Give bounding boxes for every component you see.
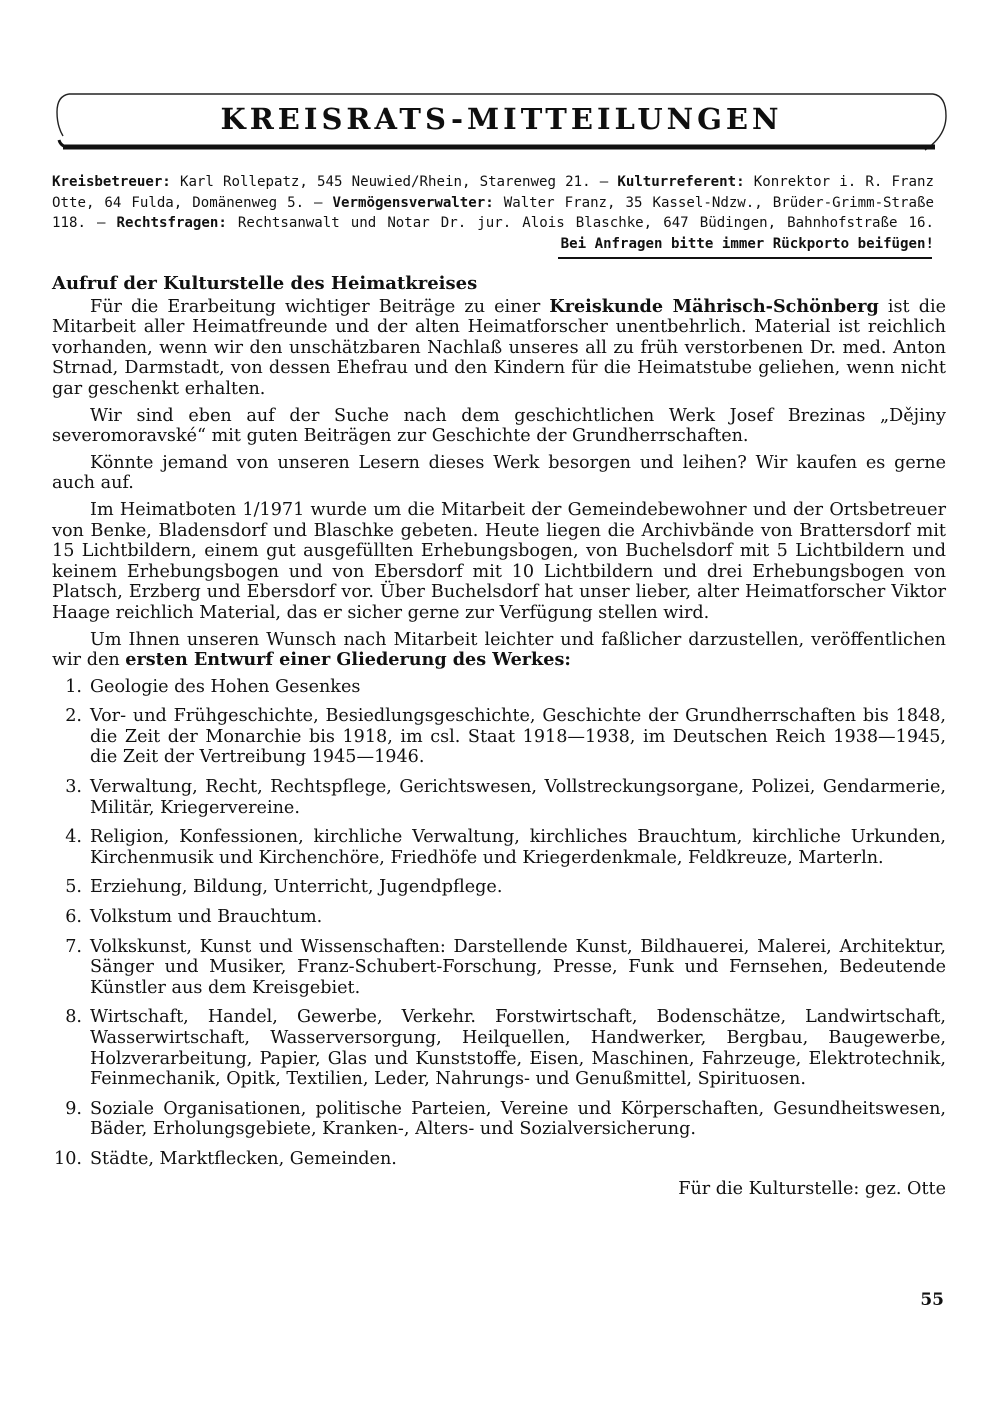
contact-block [52,172,934,254]
list-text: Wirtschaft, Handel, Gewerbe, Verkehr. Forstwirtschaft, Bodenschätze, Landwirtschaft, Wasserwirtschaft, Wasserversorgung, Heilquellen, Handwerker, Bergbau, Baugewerbe, Holzverarbeitung, Papier, Glas und Kunststoffe, Eisen, Maschinen, Fahrzeuge, Elektrotechnik, Feinmechanik, Opitk, Textilien, Leder, Nahrungs- und Genußmittel, Spirituosen. [90,1007,946,1090]
list-text: Erziehung, Bildung, Unterricht, Jugendpflege. [90,877,503,898]
emphasis-text: ersten Entwurf einer Gliederung des Werkes: [125,649,571,671]
list-number: 6. [65,907,82,928]
paragraph-1 [52,297,946,400]
label-kulturreferent: Kulturreferent: [617,174,745,190]
paragraph-2: Wir sind eben auf der Suche nach dem geschichtlichen Werk Josef Brezinas „Dějiny severomoravské“ mit guten Beiträgen zur Geschichte der Grundherrschaften. [52,405,946,447]
divider-rule [558,257,932,259]
list-item [52,777,946,818]
list-item [52,706,946,768]
contact-text: Walter Franz, 35 Kassel-Ndzw., Brüder-Grimm-Straße [503,194,934,211]
list-item [52,1099,946,1140]
list-number: 1. [65,676,82,697]
list-number: 3. [65,777,82,798]
contact-line-2 [52,193,934,214]
page-number: 55 [920,1290,944,1310]
label-kreisbetreuer: Kreisbetreuer: [52,174,171,190]
list-item [52,1007,946,1089]
article-heading: Aufruf der Kulturstelle des Heimatkreises [52,273,478,294]
label-vermoegensverwalter: Vermögensverwalter: [332,194,494,211]
paragraph-text: Um Ihnen unseren Wunsch nach Mitarbeit leichter und faßlicher darzustellen, veröffentlichen wir den [52,629,946,671]
contact-text: Otte, 64 Fulda, Domänenweg 5. – [52,194,323,211]
emphasis-text: Kreiskunde Mährisch-Schönberg [549,295,879,317]
list-number: 5. [65,877,82,898]
signature: Für die Kulturstelle: gez. Otte [678,1178,946,1199]
contact-text: Konrektor i. R. Franz [753,174,934,190]
list-text: Verwaltung, Recht, Rechtspflege, Gerichtswesen, Vollstreckungsorgane, Polizei, Gendarmerie, Militär, Kriegervereine. [90,777,946,818]
contact-line-1 [52,172,934,193]
header-banner [55,92,948,154]
list-text: Soziale Organisationen, politische Parteien, Vereine und Körperschaften, Gesundheitswesen, Bäder, Erholungsgebiete, Kranken-, Alters- und Sozialversicherung. [90,1098,946,1140]
contact-text: 118. – [52,215,106,231]
list-text: Vor- und Frühgeschichte, Besiedlungsgeschichte, Geschichte der Grundherrschaften bis 1848, die Zeit der Monarchie bis 1918, im csl. Staat 1918—1938, im Deutschen Reich 1938—1945, die Zeit der Vertreibung 1945—1946. [90,706,946,768]
list-item [52,827,946,868]
list-item [52,907,946,928]
page-title: KREISRATS-MITTEILUNGEN [220,102,783,136]
list-number: 4. [65,827,82,848]
list-text: Religion, Konfessionen, kirchliche Verwaltung, kirchliches Brauchtum, kirchliche Urkunden, Kirchenmusik und Kirchenchöre, Friedhöfe und Kriegerdenkmale, Feldkreuze, Marterln. [90,827,946,868]
list-text: Volkstum und Brauchtum. [90,907,323,928]
list-item [52,677,946,698]
list-text: Geologie des Hohen Gesenkes [90,676,361,697]
outline-list [52,677,946,1170]
list-item [52,937,946,999]
paragraph-4: Im Heimatboten 1/1971 wurde um die Mitarbeit der Gemeindebewohner und der Ortsbetreuer von Benke, Bladensdorf und Blaschke gebeten. Heute liegen die Archivbände von Brattersdorf mit 15 Lichtbildern, einem gut ausgefüllten Erhebungsbogen, von Buchelsdorf mit 5 Lichtbildern und keinem Erhebungsbogen und von Ebersdorf mit 10 Lichtbildern und drei Erhebungsbogen von Platsch, Erzberg und Ebersdorf vor. Über Buchelsdorf hat unser lieber, alter Heimatforscher Viktor Haage reichlich Material, das er sicher gerne zur Verfügung stellen wird. [52,499,946,623]
article [52,268,946,1199]
list-number: 8. [65,1007,82,1028]
paragraph-5 [52,630,946,671]
paragraph-text: Für die Erarbeitung wichtiger Beiträge zu einer [90,296,541,317]
list-number: 2. [65,706,82,727]
list-item [52,1149,946,1170]
return-postage-note: Bei Anfragen bitte immer Rückporto beifügen! [560,235,934,252]
list-number: 7. [65,936,82,957]
label-rechtsfragen: Rechtsfragen: [116,215,227,231]
paragraph-3: Könnte jemand von unseren Lesern dieses Werk besorgen und leihen? Wir kaufen es gerne auch auf. [52,452,946,494]
contact-text: Rechtsanwalt und Notar Dr. jur. Alois Blaschke, 647 Büdingen, Bahnhofstraße 16. [237,215,934,231]
list-text: Städte, Marktflecken, Gemeinden. [90,1148,397,1169]
contact-line-3 [52,213,934,234]
paragraph-text: ist die Mitarbeit aller Heimatfreunde und der alten Heimatforscher unentbehrlich. Material ist reichlich vorhanden, wenn wir den unschätzbaren Nachlaß unseres all zu früh verstorbenen Dr. med. Anton Strnad, Darmstadt, von dessen Ehefrau und den Kindern für die Heimatstube geliehen, wenn nicht gar geschenkt erhalten. [52,296,946,399]
contact-text: Karl Rollepatz, 545 Neuwied/Rhein, Starenweg 21. – [179,174,609,190]
list-number: 10. [54,1148,82,1169]
list-item [52,877,946,898]
list-number: 9. [65,1098,82,1119]
list-text: Volkskunst, Kunst und Wissenschaften: Darstellende Kunst, Bildhauerei, Malerei, Architektur, Sänger und Musiker, Franz-Schubert-Forschung, Presse, Funk und Fernsehen, Bedeutende Künstler aus dem Kreisgebiet. [90,936,946,998]
